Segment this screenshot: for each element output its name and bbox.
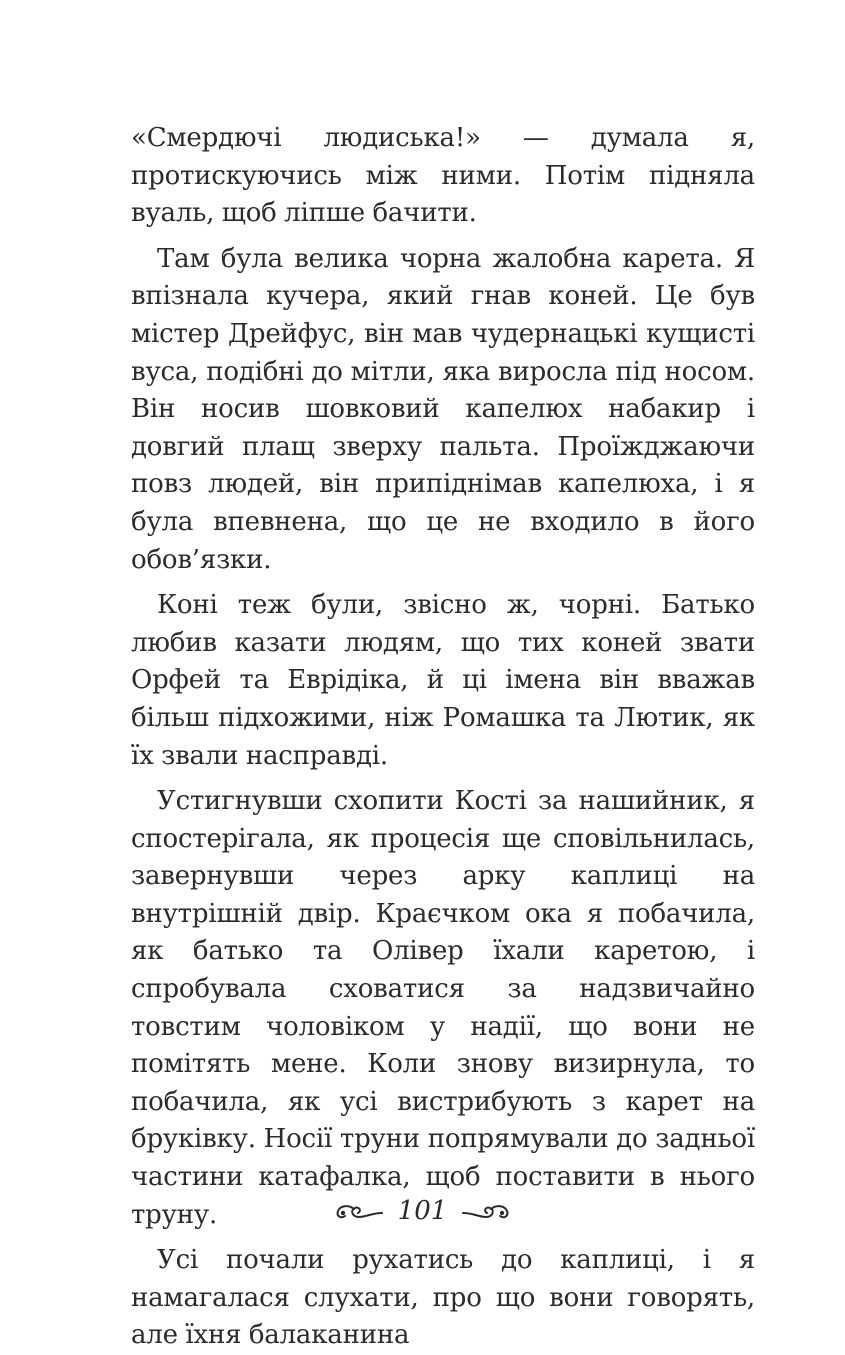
paragraph-4: Устигнувши схопити Кості за нашийник, я спостерігала, як процесія ще сповільнилась, завернувши через арку каплиці на внутрішній двір. Краєчком ока я побачила, як батько та Олівер їхали каретою, і спробувала сховатися за надзвичайно товстим чоловіком у надії, що вони не помітять мене. Коли знову визирнула, то побачила, як усі вистрибують з карет на бруківку. Носії труни попрямували до задньої частини катафалка, щоб поставити в нього труну. [131, 786, 755, 1230]
paragraph-1: «Смердючі людиська!» — думала я, протискуючись між ними. Потім підняла вуаль, щоб ліпше бачити. [131, 123, 755, 229]
page-number: 101 [397, 1196, 448, 1226]
flourish-left-icon [332, 1200, 384, 1222]
page-footer [0, 1196, 845, 1226]
paragraph-3: Коні теж були, звісно ж, чорні. Батько любив казати людям, що тих коней звати Орфей та Еврідіка, й ці імена він вважав більш підхожими, ніж Ромашка та Лютик, як їх звали насправді. [131, 590, 755, 771]
flourish-right-icon [461, 1200, 513, 1222]
page-body [131, 120, 755, 1355]
paragraph-5: Усі почали рухатись до каплиці, і я намагалася слухати, про що вони говорять, але їхня балаканина [131, 1245, 755, 1351]
paragraph-2: Там була велика чорна жалобна карета. Я впізнала кучера, який гнав коней. Це був містер Дрейфус, він мав чудернацькі кущисті вуса, подібні до мітли, яка виросла під носом. Він носив шовковий капелюх набакир і довгий плащ зверху пальта. Проїжджаючи повз людей, він припіднімав капелюха, і я була впевнена, що це не входило в його обов’язки. [131, 243, 755, 575]
